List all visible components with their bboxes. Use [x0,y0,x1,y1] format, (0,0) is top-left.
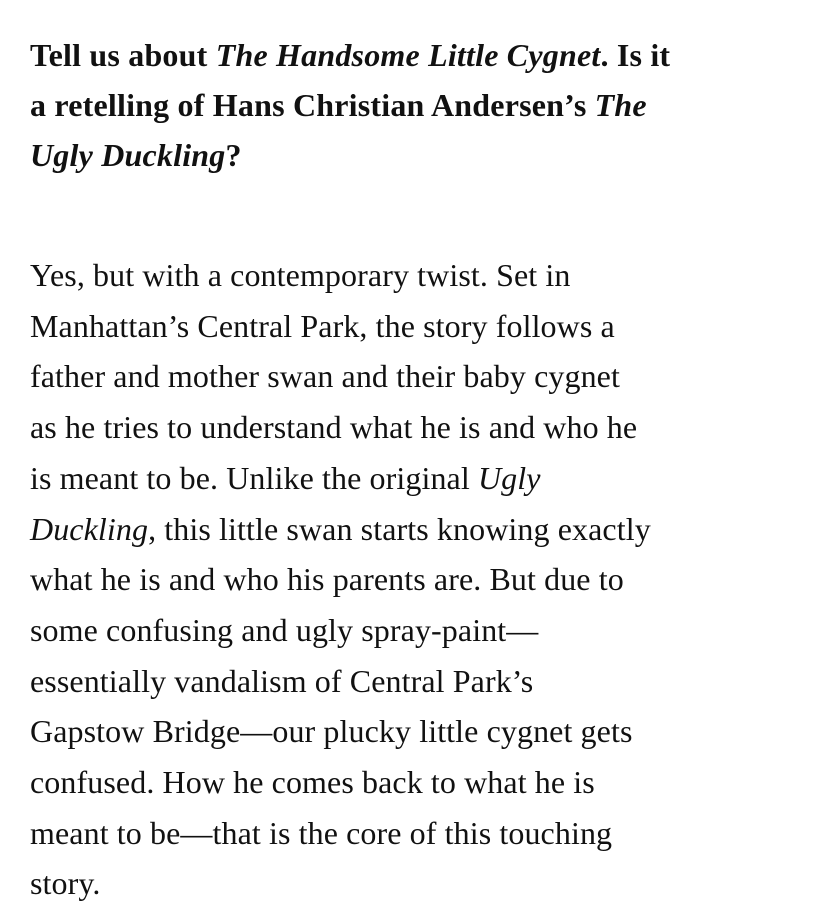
question-text: ? [225,137,242,173]
interview-answer [30,250,804,909]
answer-line: as he tries to understand what he is and who he [30,409,638,446]
answer-line: Gapstow Bridge—our plucky little cygnet gets [30,713,633,750]
question-line-3 [30,130,798,180]
question-text: Tell us about [30,37,216,73]
question-text: . Is it [600,37,671,73]
answer-line: some confusing and ugly spray-paint— [30,611,539,648]
answer-text: , this little swan starts knowing exactly [148,510,651,547]
answer-line: meant to be—that is the core of this touching [30,814,613,851]
book-title: Ugly [477,459,541,496]
answer-text: is meant to be. Unlike the original [30,459,478,496]
answer-line: story. [30,865,101,902]
question-text: a retelling of Hans Christian Andersen’s [30,87,595,123]
answer-line: Yes, but with a contemporary twist. Set in [30,257,571,293]
question-line-2 [30,80,798,130]
answer-line: Manhattan’s Central Park, the story follows a [30,307,615,344]
answer-line: essentially vandalism of Central Park’s [30,662,534,699]
answer-line [30,504,804,555]
book-title: The Handsome Little Cygnet [215,37,601,73]
book-title: Ugly Duckling [30,137,226,173]
book-title: Duckling [30,510,149,547]
interview-question [30,30,798,180]
book-title: The [594,87,647,123]
answer-line: father and mother swan and their baby cygnet [30,358,620,395]
answer-line: confused. How he comes back to what he is [30,764,595,801]
answer-line: what he is and who his parents are. But due to [30,561,624,598]
answer-line [30,453,804,504]
question-line-1 [30,30,798,80]
